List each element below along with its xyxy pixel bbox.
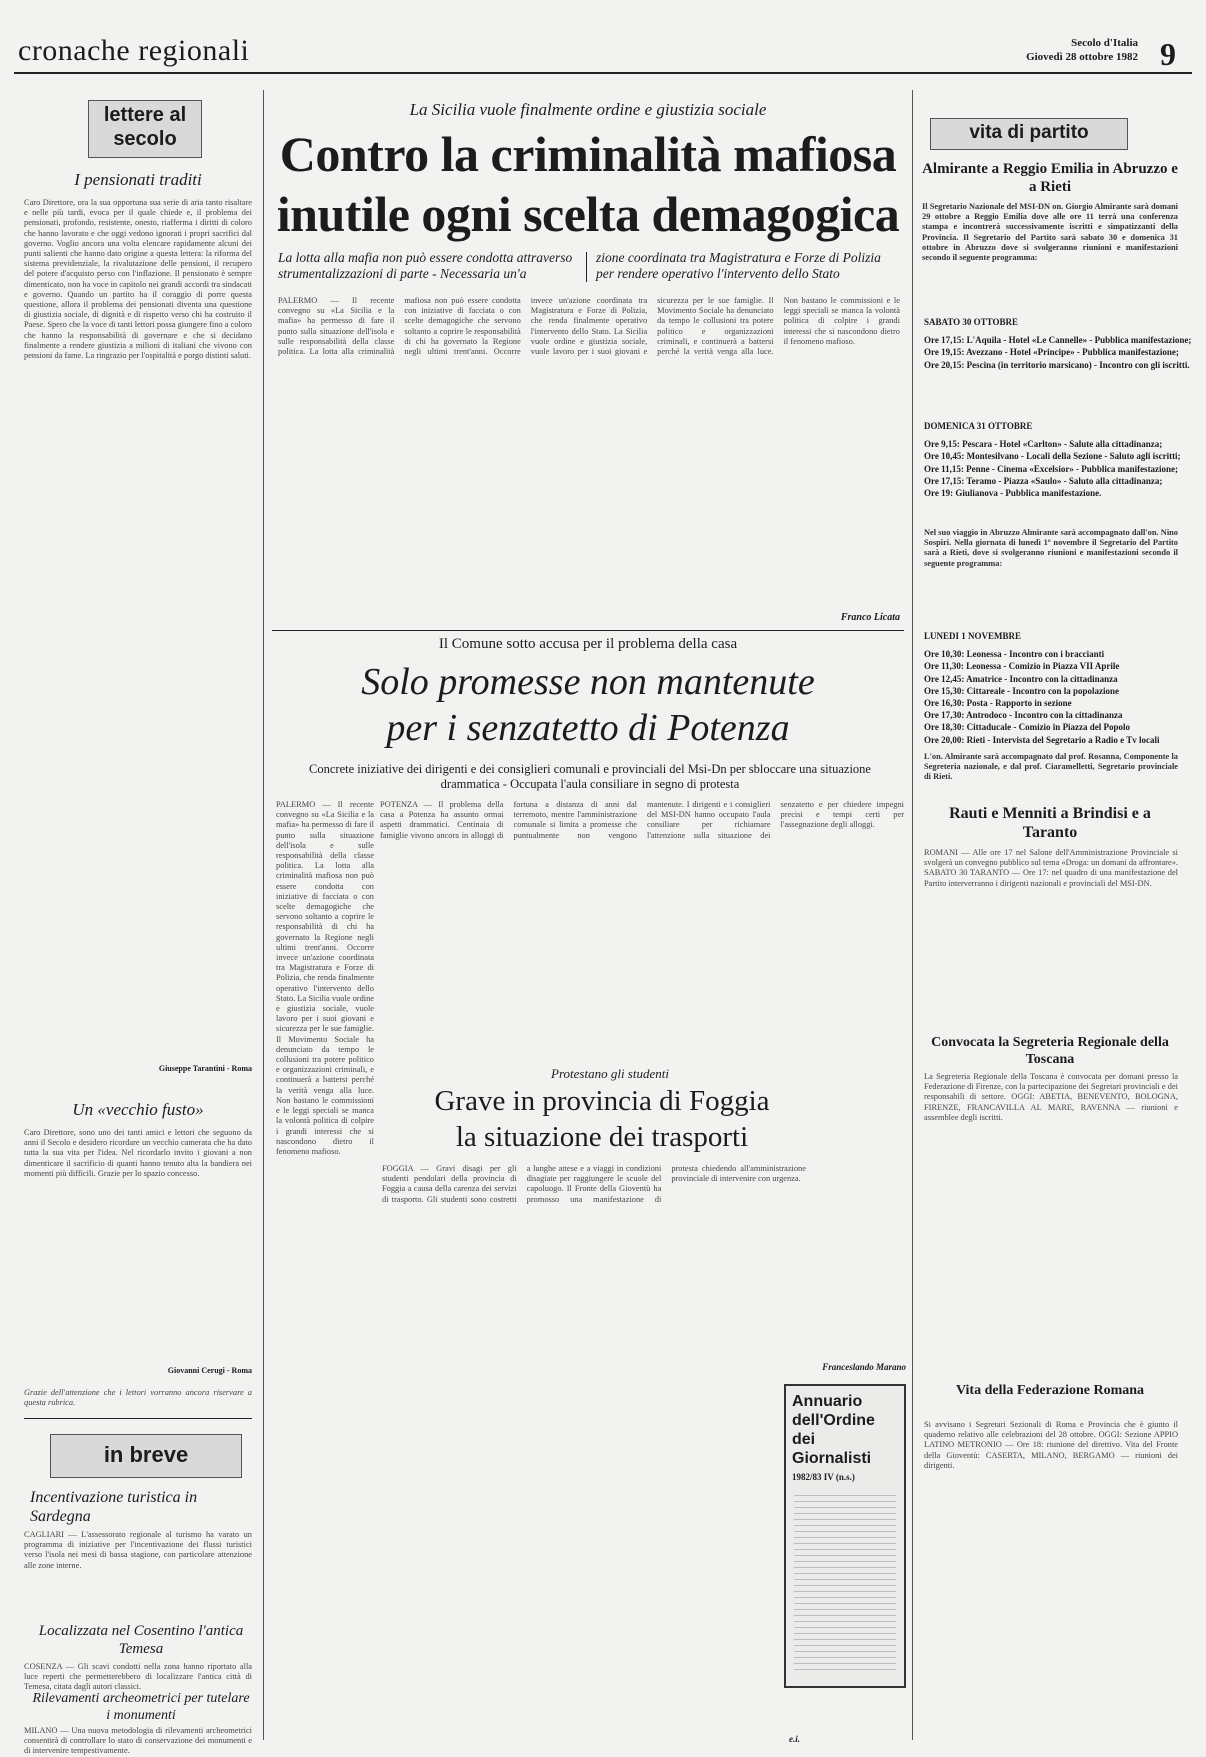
foggia-kicker: Protestano gli studenti (551, 1066, 669, 1081)
main-kicker: La Sicilia vuole finalmente ordine e giustizia sociale (409, 100, 767, 119)
schedule-item: Ore 17,30: Antrodoco - Incontro con la cittadinanza (924, 710, 1123, 721)
letters-box-title: lettere al secolo (88, 100, 202, 158)
foggia-signature: e.i. (789, 1734, 800, 1744)
continued-article-column: PALERMO — Il recente convegno su «La Sicilia e la mafia» ha permesso di fare il punto sulla situazione dell'isola e sulle responsabilità della classe politica. La lotta alla criminalità mafiosa non può essere condotta con iniziative di facciata o con scelte demagogiche che servono soltanto a coprire le responsabilità di chi ha governato la Regione negli ultimi trent'anni. Occorre invece un'azione coordinata tra Magistratura e Forze di Polizia, che renda finalmente operativo l'intervento dello Stato. La Sicilia vuole ordine e giustizia sociale, vuole lavoro per i suoi giovani e sicurezza per le sue famiglie. Il Movimento Sociale ha denunciato da tempo le collusioni tra potere politico e organizzazioni criminali, e continuerà a battersi perché la verità venga alla luce. Non bastano le commissioni e le leggi speciali se manca la volontà politica di colpire i grandi interessi che si nascondono dietro il fenomeno mafioso. (276, 800, 374, 1156)
day-2-schedule (924, 420, 1181, 499)
annuario-edition: 1982/83 IV (n.s.) (792, 1472, 855, 1482)
day-2-label: DOMENICA 31 OTTOBRE (924, 421, 1033, 431)
brief-2-title: Localizzata nel Cosentino l'antica Temesa (38, 1623, 244, 1657)
partito-box-title: vita di partito (930, 118, 1128, 150)
letter-1-title: I pensionati traditi (74, 170, 202, 189)
partito-intro: Il Segretario Nazionale del MSI-DN on. Giorgio Almirante sarà domani 29 ottobre a Reggio Emilia dove alle ore 11 terrà una conferenza stampa e incontrerà successivamente iscritti e simpatizzanti della Provincia. Il Segretario del Partito sarà sabato 30 e domenica 31 ottobre in Abruzzo dove si svolgeranno riunioni e manifestazioni secondo il seguente programma: (922, 202, 1178, 263)
main-article-rule (272, 630, 904, 631)
potenza-subheadline: Concrete iniziative dei dirigenti e dei consiglieri comunali e provinciali del Msi-Dn per sbloccare una situazione drammatica - Occupata l'aula consiliare in segno di protesta (309, 762, 871, 791)
in-breve-box-title: in breve (50, 1434, 242, 1478)
letter-1-body: Caro Direttore, ora la sua opportuna sua serie di aria tanto risaltare e nelle più tardi, evoca per il quale chiede e, il problema dei pensionati, profondo, resistente, onesto, riafferma i diritti di coloro che hanno lavorato e che oggi vedono ignorati i propri sacrifici dal governo. Voglio ancora una volta elencare rapidamente alcuni dei punti salienti che hanno dato origine a questa lettera: la riforma del sistema previdenziale, la rivalutazione delle pensioni, il recupero del potere d'acquisto perso con l'inflazione. Il pensionato è sempre dimenticato, non ha voce in capitolo nei grandi accordi tra sindacati e governo. Quando un partito ha il coraggio di porre questa questione, allora il problema dei pensionati diventa una questione di giustizia sociale, di dignità e di rispetto verso chi ha costruito il Paese. Spero che la voce di tanti lettori possa giungere fino a coloro che hanno la responsabilità di governare e che si decidano finalmente a rendere giustizia a milioni di italiani che vivono con pensioni da fame. La ringrazio per l'ospitalità e porgo distinti saluti. (24, 198, 252, 361)
brief-1-title: Incentivazione turistica in Sardegna (30, 1489, 198, 1525)
letters-note: Grazie dell'attenzione che i lettori vorranno ancora riservare a questa rubrica. (24, 1388, 252, 1408)
schedule-item: Ore 10,45: Montesilvano - Locali della Sezione - Saluto agli iscritti; (924, 451, 1181, 462)
day-1-label: SABATO 30 OTTOBRE (924, 317, 1019, 327)
masthead (1026, 36, 1138, 64)
schedule-item: Ore 19,15: Avezzano - Hotel «Principe» - Pubblica manifestazione; (924, 347, 1179, 358)
day-3-schedule (924, 630, 1178, 746)
schedule-item: Ore 19: Giulianova - Pubblica manifestazione. (924, 488, 1102, 499)
brief-3-body: MILANO — Una nuova metodologia di rilevamenti archeometrici consentirà di controllare lo stato di conservazione dei monumenti e di intervenire tempestivamente. (24, 1726, 252, 1756)
schedule-item: Ore 11,15: Penne - Cinema «Excelsior» - Pubblica manifestazione; (924, 463, 1179, 474)
main-article-body: PALERMO — Il recente convegno su «La Sicilia e la mafia» ha permesso di fare il punto sulla situazione dell'isola e sulle responsabilità della classe politica. La lotta alla criminalità mafiosa non può essere condotta con iniziative di facciata o con scelte demagogiche che servono soltanto a coprire le responsabilità di chi ha governato la Regione negli ultimi trent'anni. Occorre invece un'azione coordinata tra Magistratura e Forze di Polizia, che renda finalmente operativo l'intervento dello Stato. La Sicilia vuole ordine e giustizia sociale, vuole lavoro per i suoi giovani e sicurezza per le sue famiglie. Il Movimento Sociale ha denunciato da tempo le collusioni tra potere politico e organizzazioni criminali, e continuerà a battersi perché la verità venga alla luce. Non bastano le commissioni e le leggi speciali se manca la volontà politica di colpire i grandi interessi che si nascondono dietro il fenomeno mafioso. (278, 296, 900, 357)
schedule-item: Ore 16,30: Posta - Rapporto in sezione (924, 698, 1072, 709)
partito-note: Nel suo viaggio in Abruzzo Almirante sarà accompagnato dall'on. Nino Sospiri. Nella giornata di lunedì 1º novembre il Segretario del Partito sarà a Rieti, dove si svolgeranno riunioni e manifestazioni secondo il seguente programma: (924, 528, 1178, 568)
schedule-item: Ore 9,15: Pescara - Hotel «Carlton» - Salute alla cittadinanza; (924, 439, 1163, 450)
main-headline-line-1: Contro la criminalità mafiosa (279, 126, 897, 182)
brief-2-body: COSENZA — Gli scavi condotti nella zona hanno riportato alla luce reperti che permetterebbero di localizzare l'antica città di Temesa, citata dagli autori classici. (24, 1662, 252, 1692)
header-rule (14, 72, 1192, 74)
annuario-title-3: dei Giornalisti (792, 1431, 872, 1467)
partito-closing: L'on. Almirante sarà accompagnato dal prof. Rosanna, Componente la Segreteria nazionale, e dal prof. Ciaramelletti, Segretario provinciale di Rieti. (924, 752, 1178, 782)
potenza-headline-line-1: Solo promesse non mantenute (361, 661, 815, 703)
rauti-body: ROMANI — Alle ore 17 nel Salone dell'Amministrazione Provinciale si svolgerà un convegno pubblico sul tema «Droga: un domani da affrontare». SABATO 30 TARANTO — Ore 17: nel quadro di una manifestazione del Partito interverranno i dirigenti nazionali e provinciali del MSI-DN. (924, 848, 1178, 888)
schedule-item: Ore 20,00: Rieti - Intervista del Segretario a Radio e Tv locali (924, 734, 1160, 745)
brief-3-title: Rilevamenti archeometrici per tutelare i monumenti (32, 1691, 250, 1723)
letter-2-body: Caro Direttore, sono uno dei tanti amici e lettori che seguono da anni il Secolo e desidero ricordare un vecchio camerata che ha dato tutta la sua vita per l'idea. Nel ricordarlo invito i giovani a non dimenticare il sacrificio di quanti hanno tenuto alta la bandiera nei momenti più difficili. Grazie per lo spazio concesso. (24, 1128, 252, 1178)
foggia-article-body: FOGGIA — Gravi disagi per gli studenti pendolari della provincia di Foggia a causa della carenza dei servizi di trasporto. Gli studenti sono costretti a lunghe attese e a viaggi in condizioni disagiate per raggiungere le scuole del capoluogo. Il Fronte della Gioventù ha promosso una manifestazione di protesta chiedendo all'amministrazione provinciale di intervenire con urgenza. (382, 1164, 806, 1204)
annuario-fine-print (794, 1490, 896, 1670)
schedule-item: Ore 17,15: L'Aquila - Hotel «Le Cannelle» - Pubblica manifestazione; (924, 335, 1192, 346)
paper-name: Secolo d'Italia (1071, 37, 1138, 49)
column-divider (263, 90, 264, 1740)
page-number: 9 (1160, 36, 1176, 72)
column-divider-right (912, 90, 913, 1740)
main-headline-line-2: inutile ogni scelta demagogica (276, 186, 900, 242)
schedule-item: Ore 20,15: Pescina (in territorio marsicano) - Incontro con gli iscritti. (924, 359, 1190, 370)
day-1-schedule (924, 316, 1192, 371)
potenza-signature: Franceslando Marano (822, 1362, 906, 1372)
roma-body: Si avvisano i Segretari Sezionali di Roma e Provincia che è giunto il quaderno relativo alle celebrazioni del 28 ottobre. OGGI: Sezione APPIO LATINO METRONIO — Ore 18: riunione del direttivo. Vita del Fronte della Gioventù: CASERTA, MILANO, BERGAMO — riunioni dei dirigenti. (924, 1420, 1178, 1470)
schedule-item: Ore 15,30: Cittareale - Incontro con la popolazione (924, 685, 1119, 696)
brief-1-body: CAGLIARI — L'assessorato regionale al turismo ha varato un programma di iniziative per l'incentivazione dei flussi turistici verso l'isola nei mesi di bassa stagione, con particolare attenzione alle zone interne. (24, 1530, 252, 1570)
toscana-body: La Segreteria Regionale della Toscana è convocata per domani presso la Federazione di Firenze, con la partecipazione dei Segretari provinciali e dei responsabili di settore. OGGI: ABETIA, BENEVENTO, BOLOGNA, FIRENZE, FRANCAVILLA AL MARE, RAVENNA — riunioni e assemblee degli iscritti. (924, 1072, 1178, 1122)
partito-heading-roma: Vita della Federazione Romana (955, 1383, 1145, 1398)
annuario-title-2: dell'Ordine (792, 1412, 875, 1429)
letter-1-signature: Giuseppe Tarantini - Roma (158, 1064, 252, 1073)
schedule-item: Ore 11,30: Leonessa - Comizio in Piazza VII Aprile (924, 661, 1120, 672)
partito-heading-toscana: Convocata la Segreteria Regionale della Toscana (931, 1035, 1169, 1067)
annuario-ad (784, 1384, 906, 1688)
schedule-item: Ore 10,30: Leonessa - Incontro con i braccianti (924, 649, 1105, 660)
schedule-item: Ore 18,30: Cittaducale - Comizio in Piazza del Popolo (924, 722, 1131, 733)
subhead-divider (586, 252, 587, 282)
schedule-item: Ore 12,45: Amatrice - Incontro con la cittadinanza (924, 673, 1118, 684)
foggia-headline-line-2: la situazione dei trasporti (455, 1121, 749, 1153)
partito-heading-almirante: Almirante a Reggio Emilia in Abruzzo e a Rieti (922, 161, 1178, 195)
partito-heading-rauti: Rauti e Menniti a Brindisi e a Taranto (949, 805, 1151, 841)
letter-2-title: Un «vecchio fusto» (72, 1100, 204, 1119)
main-subheadline-right: zione coordinata tra Magistratura e Forze di Polizia per rendere operativo l'intervento dello Stato (596, 250, 881, 281)
foggia-headline-line-1: Grave in provincia di Foggia (434, 1085, 770, 1117)
letters-divider (24, 1418, 252, 1419)
main-subheadline-left: La lotta alla mafia non può essere condotta attraverso strumentalizzazioni di parte - Necessaria un'a (278, 250, 573, 281)
section-title: cronache regionali (18, 34, 250, 67)
schedule-item: Ore 17,15: Teramo - Piazza «Saulo» - Saluto alla cittadinanza; (924, 475, 1163, 486)
potenza-headline-line-2: per i senzatetto di Potenza (386, 707, 790, 749)
issue-date: Giovedì 28 ottobre 1982 (1026, 51, 1138, 63)
potenza-article-body: POTENZA — Il problema della casa a Potenza ha assunto ormai aspetti drammatici. Centinaia di famiglie vivono ancora in alloggi di fortuna a distanza di anni dal terremoto, mentre l'amministrazione comunale si limita a promesse che puntualmente non vengono mantenute. I dirigenti e i consiglieri del MSI-DN hanno occupato l'aula consiliare per richiamare l'attenzione sulla situazione dei senzatetto e per chiedere impegni precisi e tempi certi per l'assegnazione degli alloggi. (380, 800, 904, 840)
main-article-signature: Franco Licata (840, 612, 900, 623)
annuario-title-1: Annuario (792, 1393, 863, 1410)
potenza-kicker: Il Comune sotto accusa per il problema della casa (438, 636, 738, 652)
letter-2-signature: Giovanni Cerugi - Roma (167, 1366, 252, 1375)
day-3-label: LUNEDI 1 NOVEMBRE (924, 631, 1022, 641)
